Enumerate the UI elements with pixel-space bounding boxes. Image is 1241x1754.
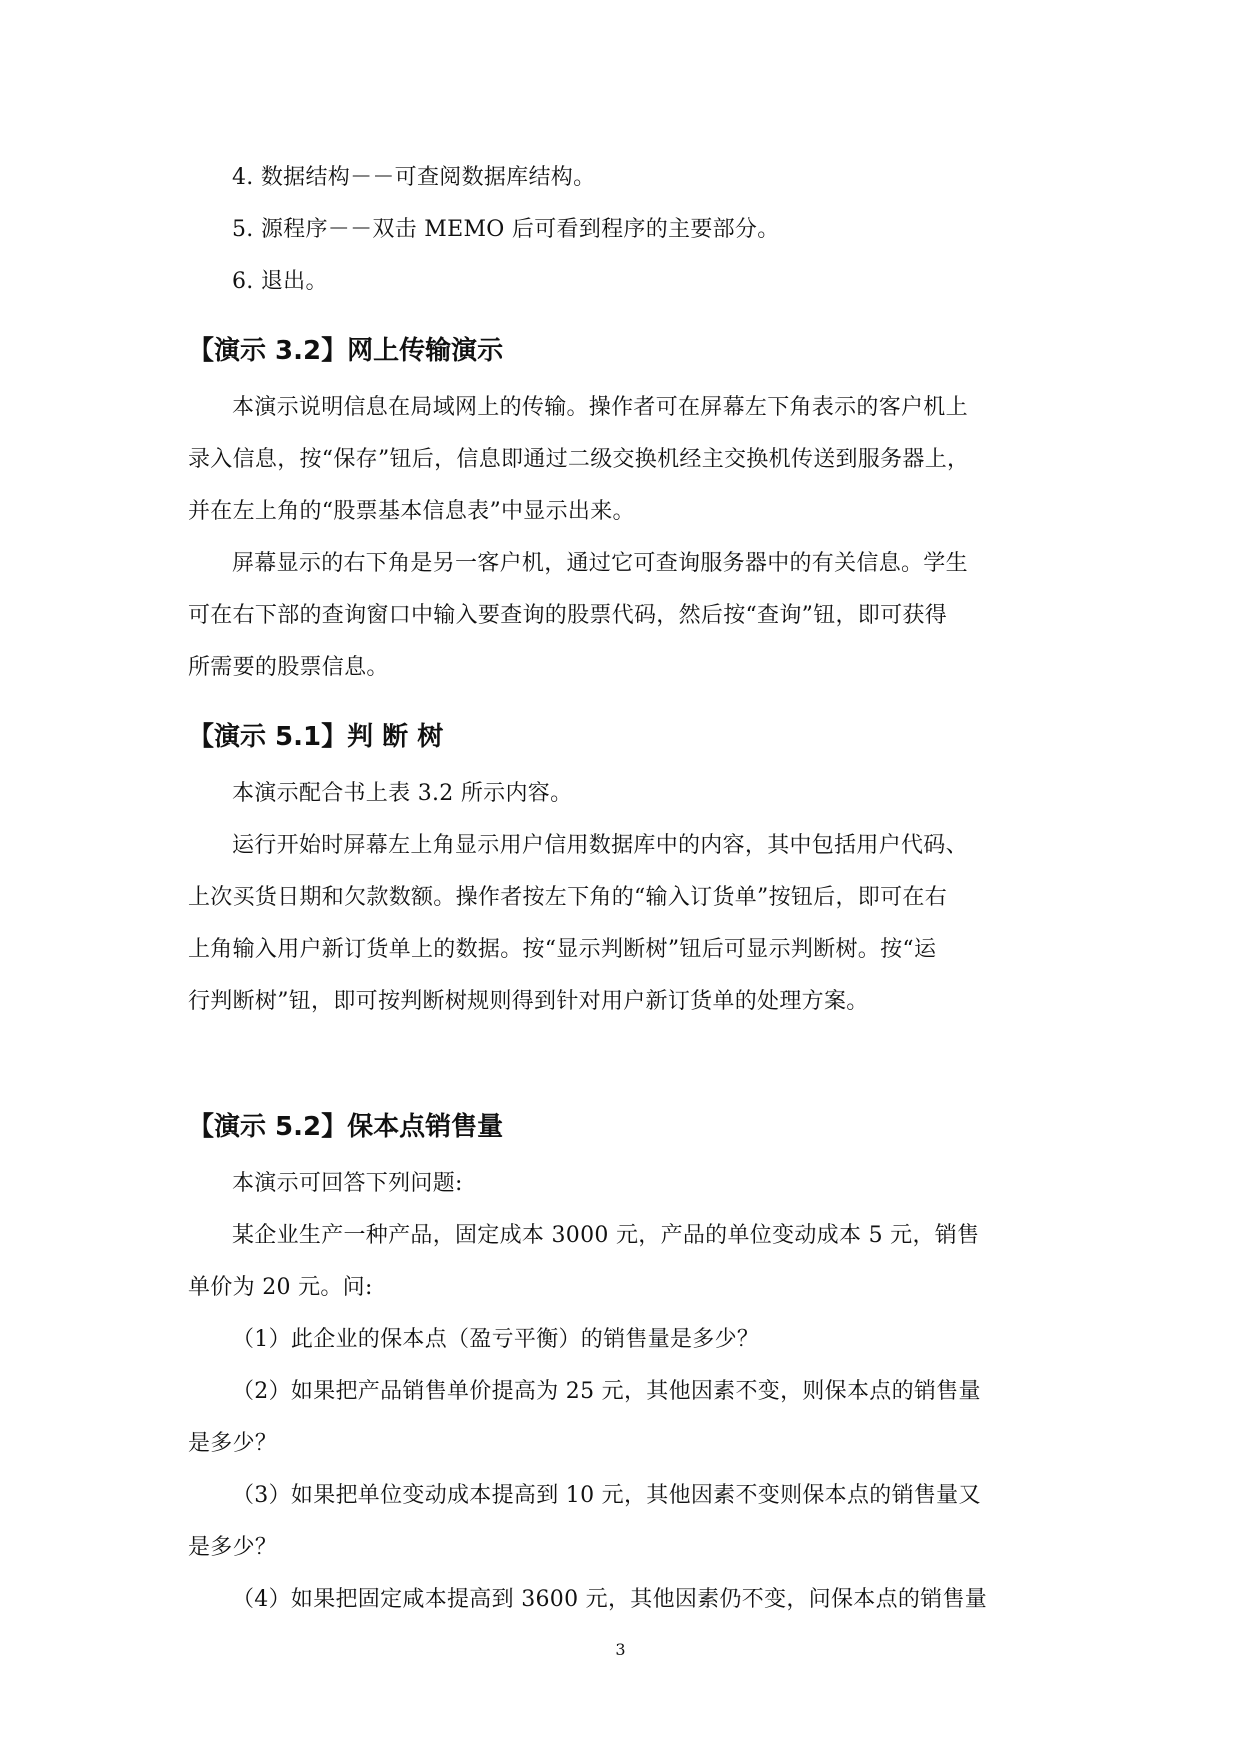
- paragraph-line: 上次买货日期和欠款数额。操作者按左下角的“输入订货单”按钮后，即可在右: [188, 885, 947, 910]
- question-line: 是多少？: [188, 1431, 278, 1456]
- list-item-data-structure: 4. 数据结构－－可查阅数据库结构。: [232, 165, 596, 190]
- paragraph-line: 可在右下部的查询窗口中输入要查询的股票代码，然后按“查询”钮，即可获得: [188, 603, 947, 628]
- paragraph-line: 屏幕显示的右下角是另一客户机，通过它可查询服务器中的有关信息。学生: [232, 551, 968, 576]
- paragraph-line: 单价为 20 元。问:: [188, 1275, 373, 1300]
- paragraph-line: 并在左上角的“股票基本信息表”中显示出来。: [188, 499, 635, 524]
- question-line: （2）如果把产品销售单价提高为 25 元，其他因素不变，则保本点的销售量: [232, 1379, 981, 1404]
- list-item-source-program: 5. 源程序－－双击 MEMO 后可看到程序的主要部分。: [232, 217, 780, 242]
- paragraph-line: 录入信息，按“保存”钮后，信息即通过二级交换机经主交换机传送到服务器上，: [188, 447, 970, 472]
- paragraph-line: 行判断树”钮，即可按判断树规则得到针对用户新订货单的处理方案。: [188, 989, 869, 1014]
- page-number: 3: [615, 1640, 626, 1659]
- list-item-exit: 6. 退出。: [232, 269, 328, 294]
- section-heading-breakeven: 【演示 5.2】保本点销售量: [188, 1112, 504, 1142]
- paragraph-line: 本演示配合书上表 3.2 所示内容。: [232, 781, 573, 806]
- paragraph-line: 上角输入用户新订货单上的数据。按“显示判断树”钮后可显示判断树。按“运: [188, 937, 937, 962]
- paragraph-line: 本演示可回答下列问题:: [232, 1171, 463, 1196]
- paragraph-line: 所需要的股票信息。: [188, 655, 389, 680]
- section-heading-network-transfer: 【演示 3.2】网上传输演示: [188, 336, 504, 366]
- section-heading-decision-tree: 【演示 5.1】判 断 树: [188, 722, 444, 752]
- question-line: （4）如果把固定咸本提高到 3600 元，其他因素仍不变，问保本点的销售量: [232, 1587, 988, 1612]
- paragraph-line: 本演示说明信息在局域网上的传输。操作者可在屏幕左下角表示的客户机上: [232, 395, 968, 420]
- question-line: （1）此企业的保本点（盈亏平衡）的销售量是多少？: [232, 1327, 760, 1352]
- question-line: 是多少？: [188, 1535, 278, 1560]
- document-page: [188, 152, 1058, 1626]
- question-line: （3）如果把单位变动成本提高到 10 元，其他因素不变则保本点的销售量又: [232, 1483, 981, 1508]
- paragraph-line: 某企业生产一种产品，固定成本 3000 元，产品的单位变动成本 5 元，销售: [232, 1223, 980, 1248]
- paragraph-line: 运行开始时屏幕左上角显示用户信用数据库中的内容，其中包括用户代码、: [232, 833, 968, 858]
